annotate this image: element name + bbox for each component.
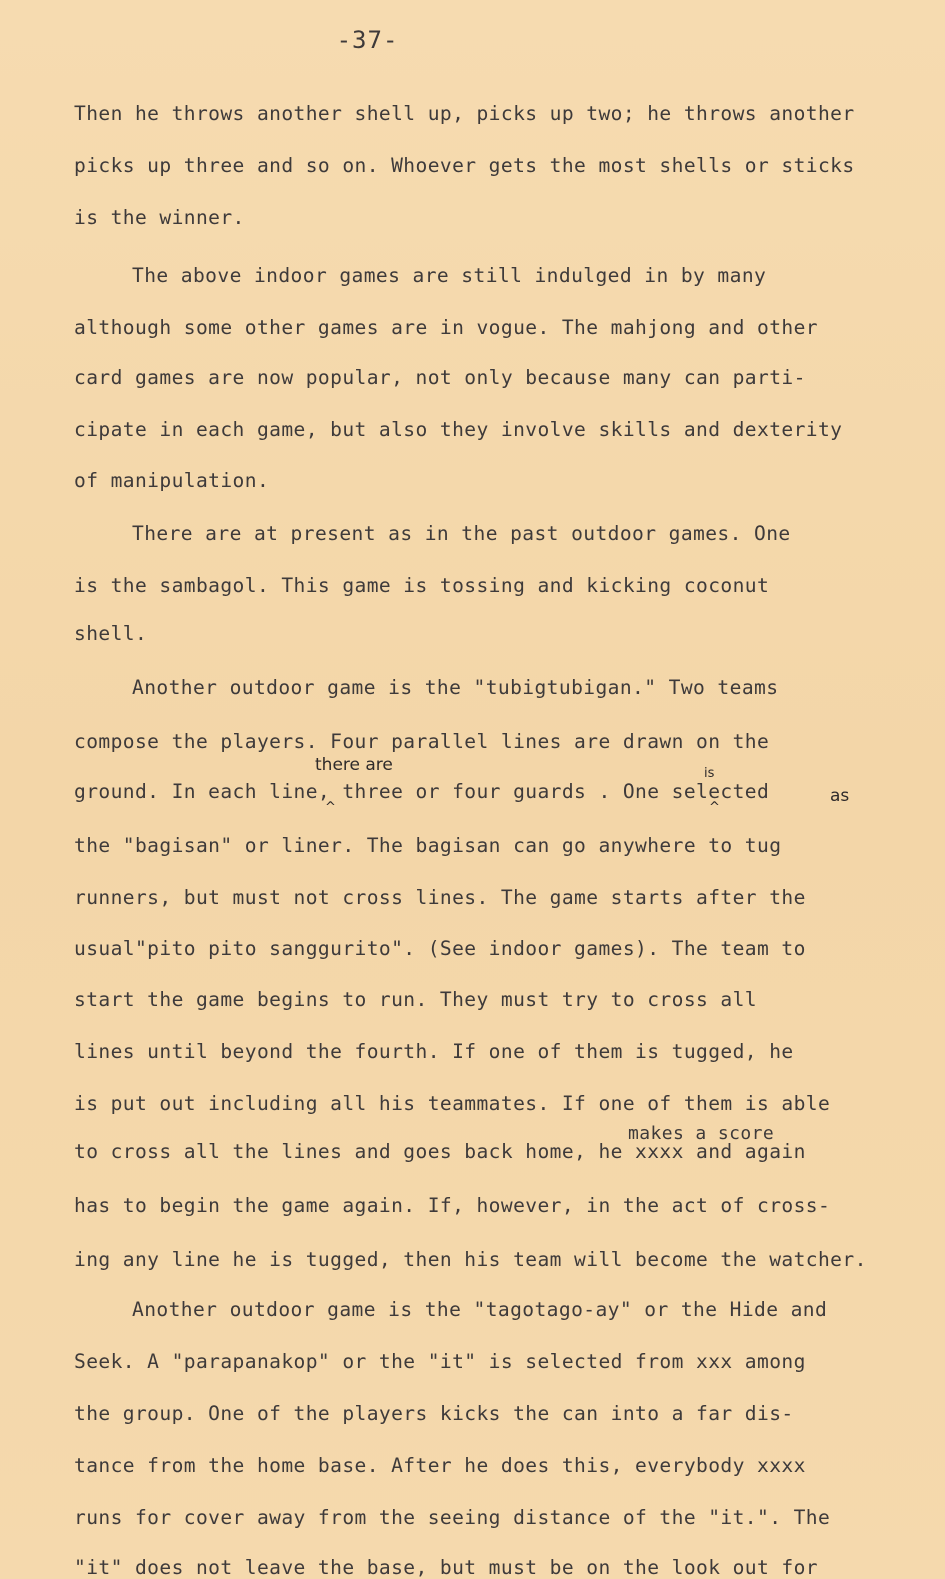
text-line: Another outdoor game is the "tubigtubigan." Two teams [132, 676, 779, 699]
text-line: is put out including all his teammates. If one of them is able [74, 1092, 831, 1115]
text-line: lines until beyond the fourth. If one of them is tugged, he [74, 1040, 794, 1063]
handwritten-insertion: is [704, 766, 715, 781]
handwritten-insertion: as [830, 786, 850, 806]
text-line: of manipulation. [74, 469, 270, 492]
text-line: runners, but must not cross lines. The game starts after the [74, 886, 806, 909]
text-line: "it" does not leave the base, but must be on the look out for [74, 1556, 818, 1579]
insertion-caret: ^ [325, 800, 336, 815]
text-line: ing any line he is tugged, then his team will become the watcher. [74, 1248, 867, 1271]
text-line: Then he throws another shell up, picks up two; he throws another [74, 102, 855, 125]
text-line: tance from the home base. After he does this, everybody xxxx [74, 1454, 806, 1477]
text-line: Another outdoor game is the "tagotago-ay" or the Hide and [132, 1298, 828, 1321]
text-line: is the winner. [74, 206, 245, 229]
insertion-caret: ^ [709, 800, 720, 815]
text-line: start the game begins to run. They must try to cross all [74, 988, 757, 1011]
text-line: shell. [74, 622, 148, 645]
text-line: cipate in each game, but also they involve skills and dexterity [74, 418, 843, 441]
page-number: -37- [336, 26, 399, 54]
text-line: Seek. A "parapanakop" or the "it" is selected from xxx among [74, 1350, 806, 1373]
text-line: is the sambagol. This game is tossing and kicking coconut [74, 574, 770, 597]
text-line: the "bagisan" or liner. The bagisan can go anywhere to tug [74, 834, 782, 857]
text-line: runs for cover away from the seeing distance of the "it.". The [74, 1506, 831, 1529]
text-line: picks up three and so on. Whoever gets the most shells or sticks [74, 154, 855, 177]
text-line: has to begin the game again. If, however, in the act of cross- [74, 1194, 831, 1217]
text-line: card games are now popular, not only because many can parti- [74, 366, 806, 389]
text-line: to cross all the lines and goes back home, he xxxx and again [74, 1140, 806, 1163]
text-line: ground. In each line, three or four guards . One selected [74, 780, 770, 803]
text-line: The above indoor games are still indulged in by many [132, 264, 767, 287]
text-line: usual"pito pito sanggurito". (See indoor games). The team to [74, 937, 806, 960]
typed-insertion: makes a score [628, 1123, 775, 1144]
text-line: compose the players. Four parallel lines are drawn on the [74, 730, 770, 753]
text-line: although some other games are in vogue. The mahjong and other [74, 316, 818, 339]
text-line: There are at present as in the past outdoor games. One [132, 522, 791, 545]
text-line: the group. One of the players kicks the can into a far dis- [74, 1402, 794, 1425]
handwritten-insertion: there are [315, 755, 393, 775]
